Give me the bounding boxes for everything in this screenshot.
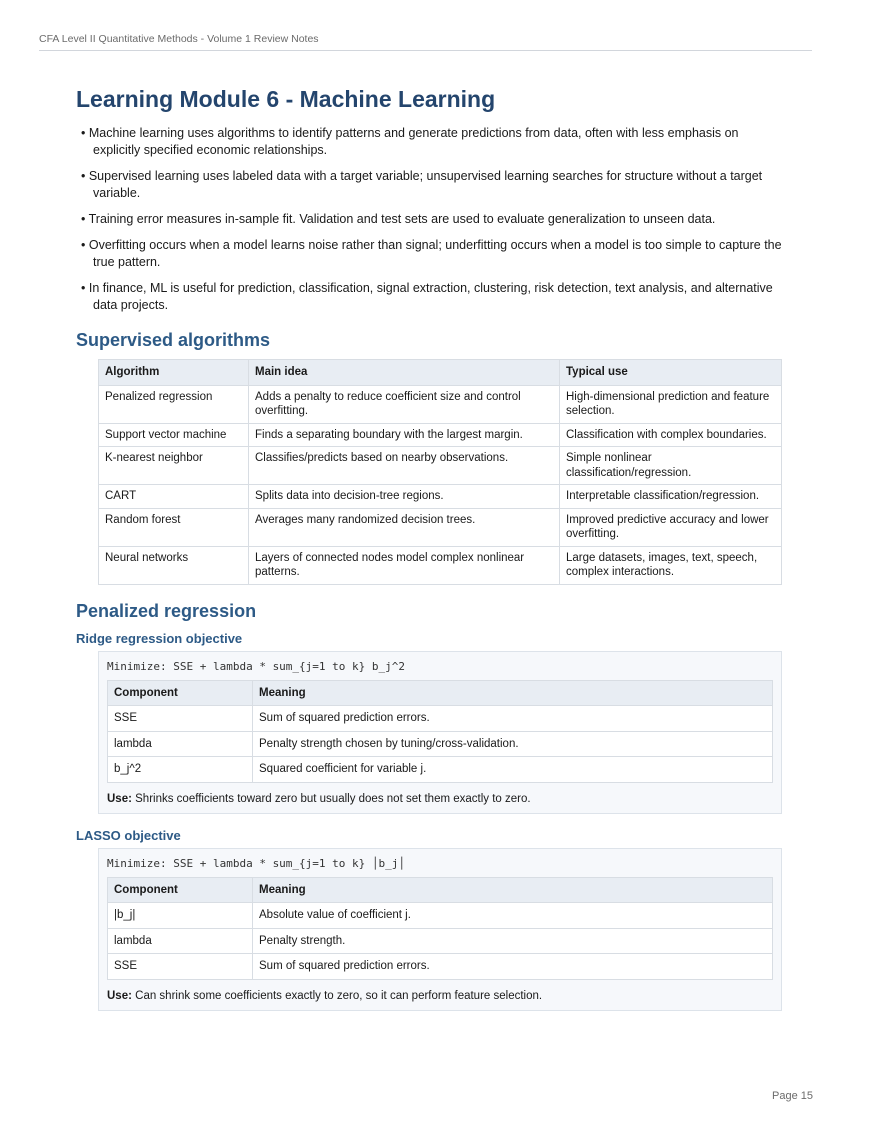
bullet-item: • Training error measures in-sample fit. Validation and test sets are used to evaluate generalization to unseen data.: [81, 212, 716, 226]
lasso-formula-box: [98, 848, 782, 1011]
use-label: Use:: [107, 792, 132, 805]
table-cell: Sum of squared prediction errors.: [253, 706, 773, 732]
table-cell: Sum of squared prediction errors.: [253, 954, 773, 980]
lasso-formula: Minimize: SSE + lambda * sum_{j=1 to k} │b_j│: [107, 856, 406, 870]
bullet-item: • Machine learning uses algorithms to identify patterns and generate predictions from data, often with less emphasis on explicitly specified economic relationships.: [81, 126, 739, 157]
table-row: [99, 447, 782, 485]
column-header: Component: [108, 680, 253, 706]
table-row: [99, 546, 782, 584]
table-header-row: [99, 360, 782, 386]
lasso-use-note: [107, 989, 773, 1003]
table-cell: Classification with complex boundaries.: [560, 423, 782, 447]
summary-bullets: [76, 125, 782, 314]
table-cell: Neural networks: [99, 546, 249, 584]
table-row: [99, 485, 782, 509]
table-cell: Random forest: [99, 508, 249, 546]
table-cell: Finds a separating boundary with the largest margin.: [249, 423, 560, 447]
lasso-components-table: [107, 877, 773, 980]
table-row: [108, 954, 773, 980]
use-label: Use:: [107, 989, 132, 1002]
table-cell: Support vector machine: [99, 423, 249, 447]
bullet-item: • Overfitting occurs when a model learns noise rather than signal; underfitting occurs when a model is too simple to capture the true pattern.: [81, 238, 782, 269]
page-content: [76, 84, 782, 1024]
running-header: CFA Level II Quantitative Methods - Volume 1 Review Notes: [39, 33, 812, 51]
use-text: Shrinks coefficients toward zero but usually does not set them exactly to zero.: [131, 792, 531, 805]
table-cell: Squared coefficient for variable j.: [253, 757, 773, 783]
ridge-use-note: [107, 792, 773, 806]
table-row: [99, 423, 782, 447]
table-header-row: [108, 877, 773, 903]
bullet-item: • Supervised learning uses labeled data with a target variable; unsupervised learning searches for structure without a target variable.: [81, 169, 763, 200]
table-cell: Splits data into decision-tree regions.: [249, 485, 560, 509]
page-number: Page 15: [772, 1090, 813, 1102]
table-header-row: [108, 680, 773, 706]
table-cell: |b_j|: [108, 903, 253, 929]
column-header: Algorithm: [99, 360, 249, 386]
table-cell: Layers of connected nodes model complex nonlinear patterns.: [249, 546, 560, 584]
bullet-item: • In finance, ML is useful for prediction, classification, signal extraction, clustering, risk detection, text analysis, and alternative data projects.: [81, 281, 773, 312]
table-cell: Adds a penalty to reduce coefficient size and control overfitting.: [249, 385, 560, 423]
table-cell: K-nearest neighbor: [99, 447, 249, 485]
table-cell: Penalty strength.: [253, 928, 773, 954]
table-row: [108, 903, 773, 929]
subheading-ridge: Ridge regression objective: [76, 630, 243, 646]
subheading-lasso: LASSO objective: [76, 827, 181, 843]
table-cell: Absolute value of coefficient j.: [253, 903, 773, 929]
column-header: Meaning: [253, 680, 773, 706]
table-cell: SSE: [108, 954, 253, 980]
table-cell: lambda: [108, 731, 253, 757]
table-cell: Classifies/predicts based on nearby observations.: [249, 447, 560, 485]
page-title: Learning Module 6 - Machine Learning: [76, 86, 496, 112]
table-row: [108, 731, 773, 757]
table-cell: Interpretable classification/regression.: [560, 485, 782, 509]
supervised-algorithms-table: [98, 359, 782, 585]
ridge-formula: Minimize: SSE + lambda * sum_{j=1 to k} b_j^2: [107, 659, 406, 673]
table-row: [99, 508, 782, 546]
section-heading-supervised: Supervised algorithms: [76, 330, 271, 350]
use-text: Can shrink some coefficients exactly to zero, so it can perform feature selection.: [131, 989, 543, 1002]
table-row: [108, 757, 773, 783]
column-header: Meaning: [253, 877, 773, 903]
ridge-formula-box: [98, 651, 782, 814]
table-cell: b_j^2: [108, 757, 253, 783]
table-row: [99, 385, 782, 423]
table-cell: Penalty strength chosen by tuning/cross-validation.: [253, 731, 773, 757]
table-row: [108, 928, 773, 954]
table-cell: CART: [99, 485, 249, 509]
table-cell: Penalized regression: [99, 385, 249, 423]
table-cell: Improved predictive accuracy and lower overfitting.: [560, 508, 782, 546]
table-cell: lambda: [108, 928, 253, 954]
table-row: [108, 706, 773, 732]
column-header: Typical use: [560, 360, 782, 386]
table-cell: Averages many randomized decision trees.: [249, 508, 560, 546]
table-cell: Simple nonlinear classification/regression.: [560, 447, 782, 485]
table-cell: Large datasets, images, text, speech, complex interactions.: [560, 546, 782, 584]
table-cell: SSE: [108, 706, 253, 732]
section-heading-penalized: Penalized regression: [76, 600, 257, 621]
ridge-components-table: [107, 680, 773, 783]
table-cell: High-dimensional prediction and feature selection.: [560, 385, 782, 423]
column-header: Main idea: [249, 360, 560, 386]
column-header: Component: [108, 877, 253, 903]
